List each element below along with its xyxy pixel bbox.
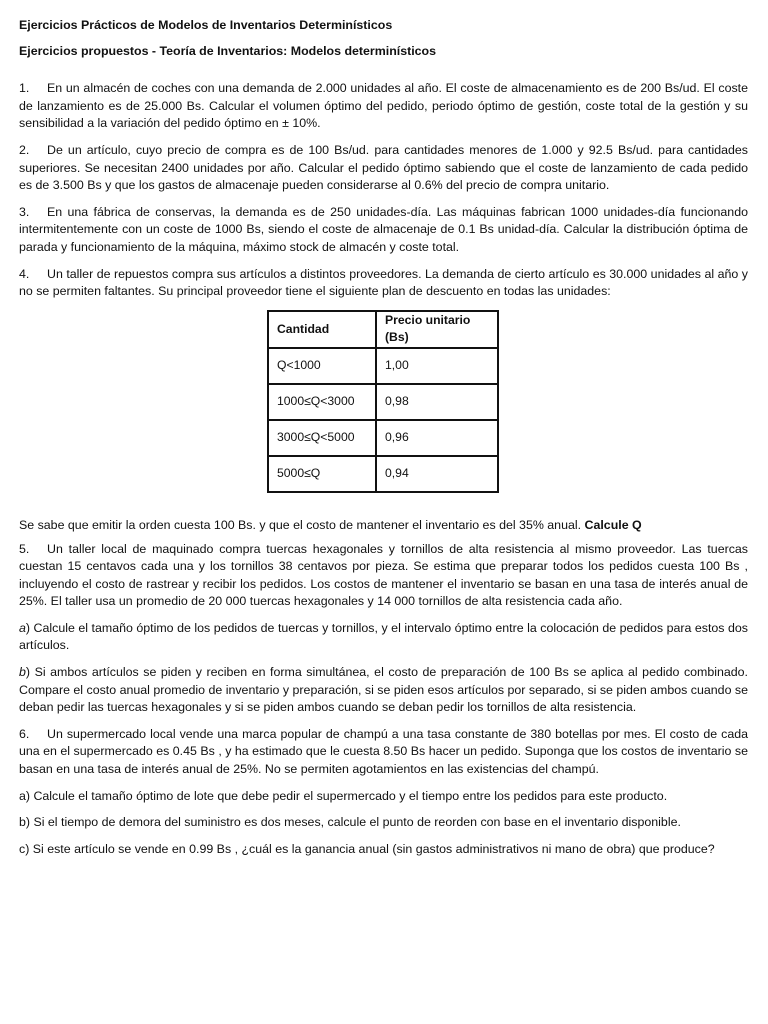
exercise-5 — [19, 541, 748, 611]
exercise-number: 1. — [19, 81, 30, 96]
part-label: b — [19, 665, 26, 680]
part-text: ) Calcule el tamaño óptimo de los pedidos de tuercas y tornillos, y el intervalo óptimo entre la colocación de pedidos para estos dos artículos. — [19, 620, 748, 653]
table-row — [268, 456, 498, 492]
table-cell: 0,98 — [376, 384, 498, 420]
exercise-4 — [19, 266, 748, 301]
table-cell: 1000≤Q<3000 — [268, 384, 376, 420]
discount-table — [267, 310, 499, 493]
exercise-number: 3. — [19, 204, 30, 219]
exercise-1 — [19, 80, 748, 133]
exercise-2 — [19, 142, 748, 195]
exercise-4-question — [19, 517, 748, 535]
exercise-6-part-b: b) Si el tiempo de demora del suministro es dos meses, calcule el punto de reorden con base en el inventario disponible. — [19, 815, 681, 830]
exercise-number: 5. — [19, 541, 30, 556]
exercise-number: 2. — [19, 142, 30, 157]
table-cell: 1,00 — [376, 348, 498, 384]
table-cell: 3000≤Q<5000 — [268, 420, 376, 456]
exercise-5-part-b — [19, 664, 748, 717]
table-cell: 0,96 — [376, 420, 498, 456]
exercise-number: 4. — [19, 266, 30, 281]
table-row — [268, 348, 498, 384]
exercise-text: Se sabe que emitir la orden cuesta 100 Bs. y que el costo de mantener el inventario es del 35% anual. — [19, 517, 582, 532]
table-cell: 5000≤Q — [268, 456, 376, 492]
exercise-question-bold: Calcule Q — [584, 517, 642, 532]
document-subtitle: Ejercicios propuestos - Teoría de Inventarios: Modelos determinísticos — [19, 43, 437, 58]
exercise-text: Un taller local de maquinado compra tuercas hexagonales y tornillos de alta resistencia al mismo proveedor. Las tuercas cuestan 15 centavos cada una y los tornillos 38 centavos por pieza. Se estima que preparar todos los pedidos cuesta 100 Bs , incluyendo el costo de rastrear y recibir los pedidos. Los costos de mantener el inventario se basan en una tasa de interés anual de 25%. El taller usa un promedio de 20 000 tuercas hexagonales y 14 000 tornillos de alta resistencia cada año. — [19, 541, 748, 609]
table-cell: Q<1000 — [268, 348, 376, 384]
table-header-row — [268, 311, 498, 348]
table-row — [268, 384, 498, 420]
exercise-text: Un supermercado local vende una marca popular de champú a una tasa constante de 380 botellas por mes. El costo de cada una en el supermercado es 0.45 Bs , y ha estimado que le cuesta 8.50 Bs hacer un pedido. Suponga que los costos de inventario se basan en una tasa de interés anual de 25%. No se permiten agotamientos en las existencias del champú. — [19, 726, 748, 777]
exercise-5-part-a — [19, 620, 748, 655]
exercise-text: De un artículo, cuyo precio de compra es de 100 Bs/ud. para cantidades menores de 1.000 y 92.5 Bs/ud. para cantidades superiores. Se necesitan 2400 unidades por año. Calcular el pedido óptimo sabiendo que el coste de lanzamiento de cada pedido es de 3.500 Bs y que los gastos de almacenaje pueden considerarse al 0.6% del precio de compra unitario. — [19, 142, 748, 193]
table-row — [268, 420, 498, 456]
table-header-cell: Precio unitario (Bs) — [376, 311, 498, 348]
exercise-3 — [19, 204, 748, 257]
table-cell: 0,94 — [376, 456, 498, 492]
part-text: ) Si ambos artículos se piden y reciben en forma simultánea, el costo de preparación de 100 Bs se aplica al pedido combinado. Compare el costo anual promedio de inventario y preparación, si se piden esos artículos por separado, si se piden ambos cuando se deban pedir las tuercas hexagonales y si se piden ambos cuando se deban pedir los tornillos de alta resistencia. — [19, 665, 748, 715]
exercise-6-part-a: a) Calcule el tamaño óptimo de lote que debe pedir el supermercado y el tiempo entre los pedidos para este producto. — [19, 788, 668, 803]
exercise-6 — [19, 726, 748, 779]
table-header-cell: Cantidad — [268, 311, 376, 348]
part-label: a — [19, 620, 26, 635]
exercise-text: En una fábrica de conservas, la demanda es de 250 unidades-día. Las máquinas fabrican 1000 unidades-día funcionando intermitentemente con un coste de 1000 Bs, siendo el coste de almacenaje de 0.1 Bs unidad-día. Calcular la distribución óptima de parada y funcionamiento de la máquina, máximo stock de almacén y coste total. — [19, 204, 748, 254]
exercise-text: Un taller de repuestos compra sus artículos a distintos proveedores. La demanda de cierto artículo es 30.000 unidades al año y no se permiten faltantes. Su principal proveedor tiene el siguiente plan de descuento en todas las unidades: — [19, 266, 748, 299]
exercise-text: En un almacén de coches con una demanda de 2.000 unidades al año. El coste de almacenamiento es de 200 Bs/ud. El coste de lanzamiento es de 25.000 Bs. Calcular el volumen óptimo del pedido, periodo óptimo de gestión, coste total de la gestión y su sensibilidad a la variación del pedido óptimo en ± 10%. — [19, 81, 748, 131]
exercise-6-part-c: c) Si este artículo se vende en 0.99 Bs , ¿cuál es la ganancia anual (sin gastos administrativos ni mano de obra) que produce? — [19, 841, 715, 856]
exercise-number: 6. — [19, 726, 30, 741]
document-title: Ejercicios Prácticos de Modelos de Inventarios Determinísticos — [19, 18, 393, 32]
